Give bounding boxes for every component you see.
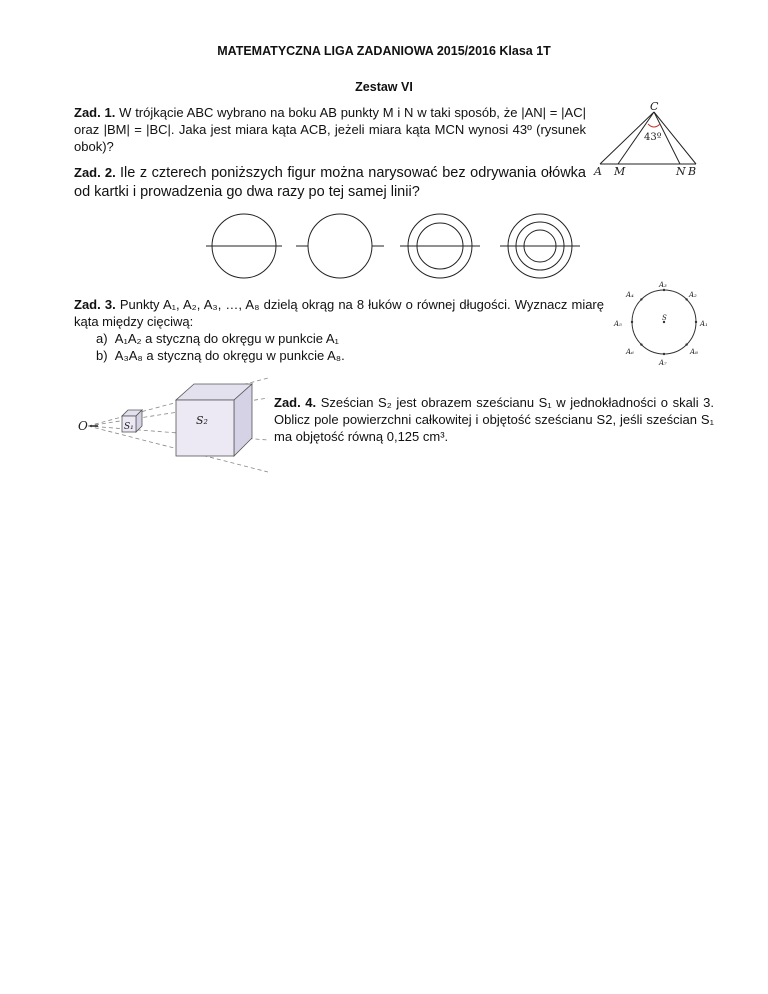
figure-4 [500, 214, 580, 278]
label-m: M [614, 165, 626, 178]
label-angle: 43º [644, 132, 662, 143]
label-s: S [662, 314, 667, 322]
task-3-item-a: a) A₁A₂ a styczną do okręgu w punkcie A₁ [96, 331, 339, 346]
figure-3 [400, 214, 480, 278]
label-a8: A₈ [690, 348, 698, 356]
label-s1: S₁ [124, 422, 134, 432]
label-a7: A₇ [659, 359, 667, 367]
task-2-text: Ile z czterech poniższych figur można narysować bez odrywania ołówka od kartki i prowadzenia go dwa razy po tej samej linii? [74, 165, 586, 200]
task-4-text: Sześcian S₂ jest obrazem sześcianu S₁ w jednokładności o skali 3. Oblicz pole powierzchni całkowitej i objętość sześcianu S2, jeśli sześcian S₁ ma objętość równą 0,125 cm³. [274, 395, 714, 444]
figure-2 [296, 214, 384, 278]
task-3-item-b: b) A₃A₈ a styczną do okręgu w punkcie A₈. [96, 348, 345, 363]
task-3-statement [74, 296, 604, 330]
label-n: N [676, 165, 686, 178]
task-3-label: Zad. 3. [74, 297, 116, 312]
label-o: O [78, 419, 88, 433]
label-c: C [650, 100, 659, 113]
task-2 [74, 164, 586, 202]
task-3-text: Punkty A₁, A₂, A₃, …, A₈ dzielą okrąg na 8 łuków o równej długości. Wyznacz miarę kąta między cięciwą: [74, 297, 604, 329]
label-a6: A₆ [626, 348, 634, 356]
task-4-label: Zad. 4. [274, 395, 317, 410]
homothety-cubes-figure [76, 374, 272, 476]
label-b: B [688, 165, 697, 178]
angle-arc [648, 124, 660, 127]
page-title: MATEMATYCZNA LIGA ZADANIOWA 2015/2016 Klasa 1T [217, 44, 551, 58]
label-a2: A₂ [689, 291, 697, 299]
label-s2: S₂ [196, 414, 208, 427]
task-1-label: Zad. 1. [74, 105, 116, 120]
task-4 [274, 394, 714, 445]
figure-1 [206, 214, 282, 278]
label-a1: A₁ [700, 320, 708, 328]
cube-s2 [176, 384, 252, 456]
octagon-circle-figure [612, 278, 720, 368]
label-a5: A₅ [614, 320, 622, 328]
task-1-text: W trójkącie ABC wybrano na boku AB punkty M i N w taki sposób, że |AN| = |AC| oraz |BM| = |BC|. Jaka jest miara kąta ACB, jeżeli miara kąta MCN wynosi 43º (rysunek obok)? [74, 105, 586, 154]
task-1 [74, 104, 586, 155]
label-a3: A₃ [659, 281, 667, 289]
label-a: A [594, 165, 602, 178]
label-a4: A₄ [626, 291, 634, 299]
four-figures [200, 208, 590, 288]
page-subtitle: Zestaw VI [355, 80, 413, 94]
task-2-label: Zad. 2. [74, 165, 116, 180]
triangle-figure [592, 100, 704, 180]
task-3 [74, 296, 604, 364]
